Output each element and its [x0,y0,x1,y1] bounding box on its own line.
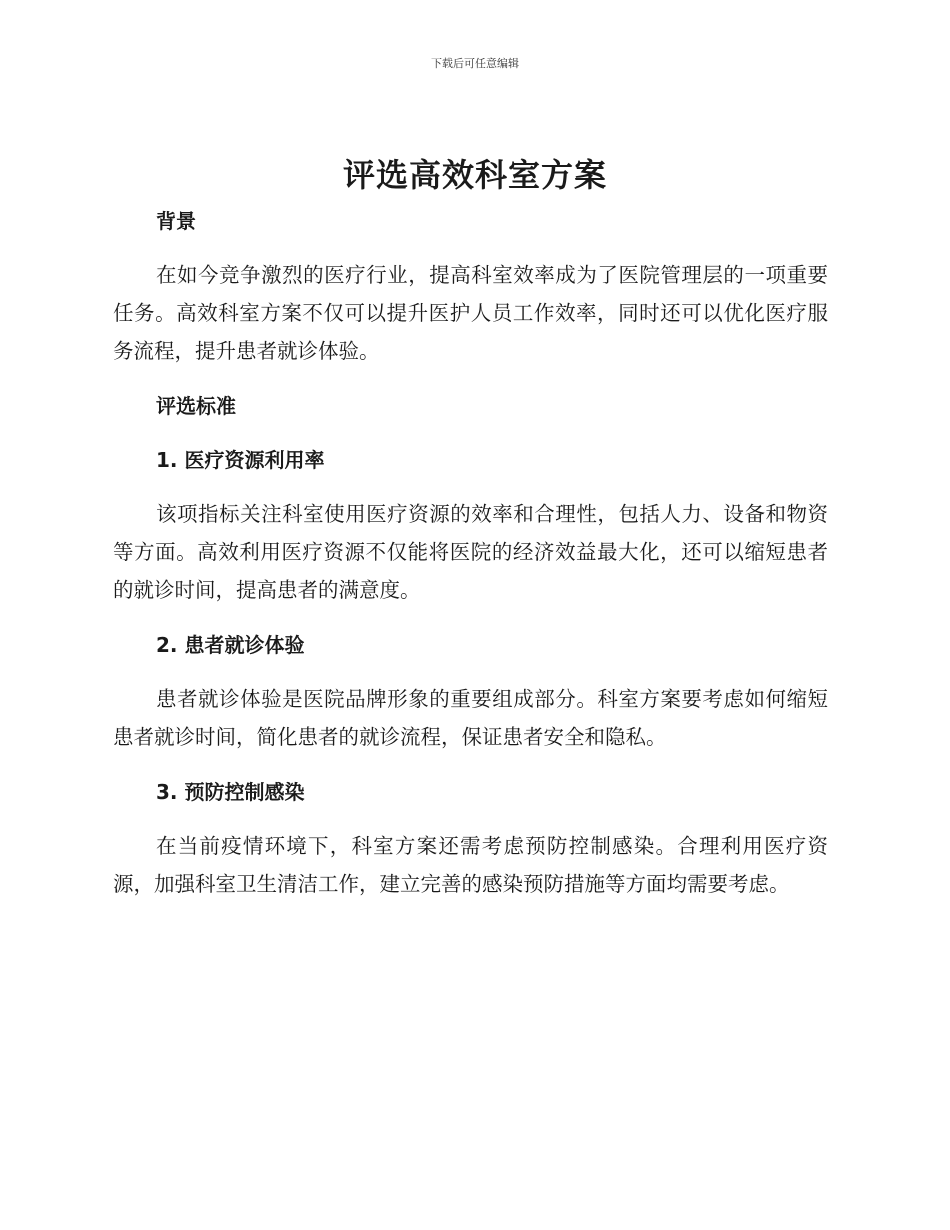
page-header: 下载后可任意编辑 [431,57,519,70]
document-title: 评选高效科室方案 [342,156,607,194]
criterion-paragraph-3: 在当前疫情环境下，科室方案还需考虑预防控制感染。合理利用医疗资源，加强科室卫生清洁工作，建立完善的感染预防措施等方面均需要考虑。 [113,834,828,896]
criterion-heading-2: 2. 患者就诊体验 [156,633,305,657]
criterion-paragraph-1: 该项指标关注科室使用医疗资源的效率和合理性，包括人力、设备和物资等方面。高效利用医疗资源不仅能将医院的经济效益最大化，还可以缩短患者的就诊时间，提高患者的满意度。 [113,502,828,602]
section-heading-background: 背景 [156,209,196,233]
section-heading-criteria: 评选标准 [156,394,236,418]
document-body [113,203,828,903]
criterion-heading-1: 1. 医疗资源利用率 [156,448,325,472]
criterion-paragraph-2: 患者就诊体验是医院品牌形象的重要组成部分。科室方案要考虑如何缩短患者就诊时间，简化患者的就诊流程，保证患者安全和隐私。 [113,687,828,749]
section-paragraph-background: 在如今竞争激烈的医疗行业，提高科室效率成为了医院管理层的一项重要任务。高效科室方案不仅可以提升医护人员工作效率，同时还可以优化医疗服务流程，提升患者就诊体验。 [113,263,828,363]
criterion-heading-3: 3. 预防控制感染 [156,780,305,804]
